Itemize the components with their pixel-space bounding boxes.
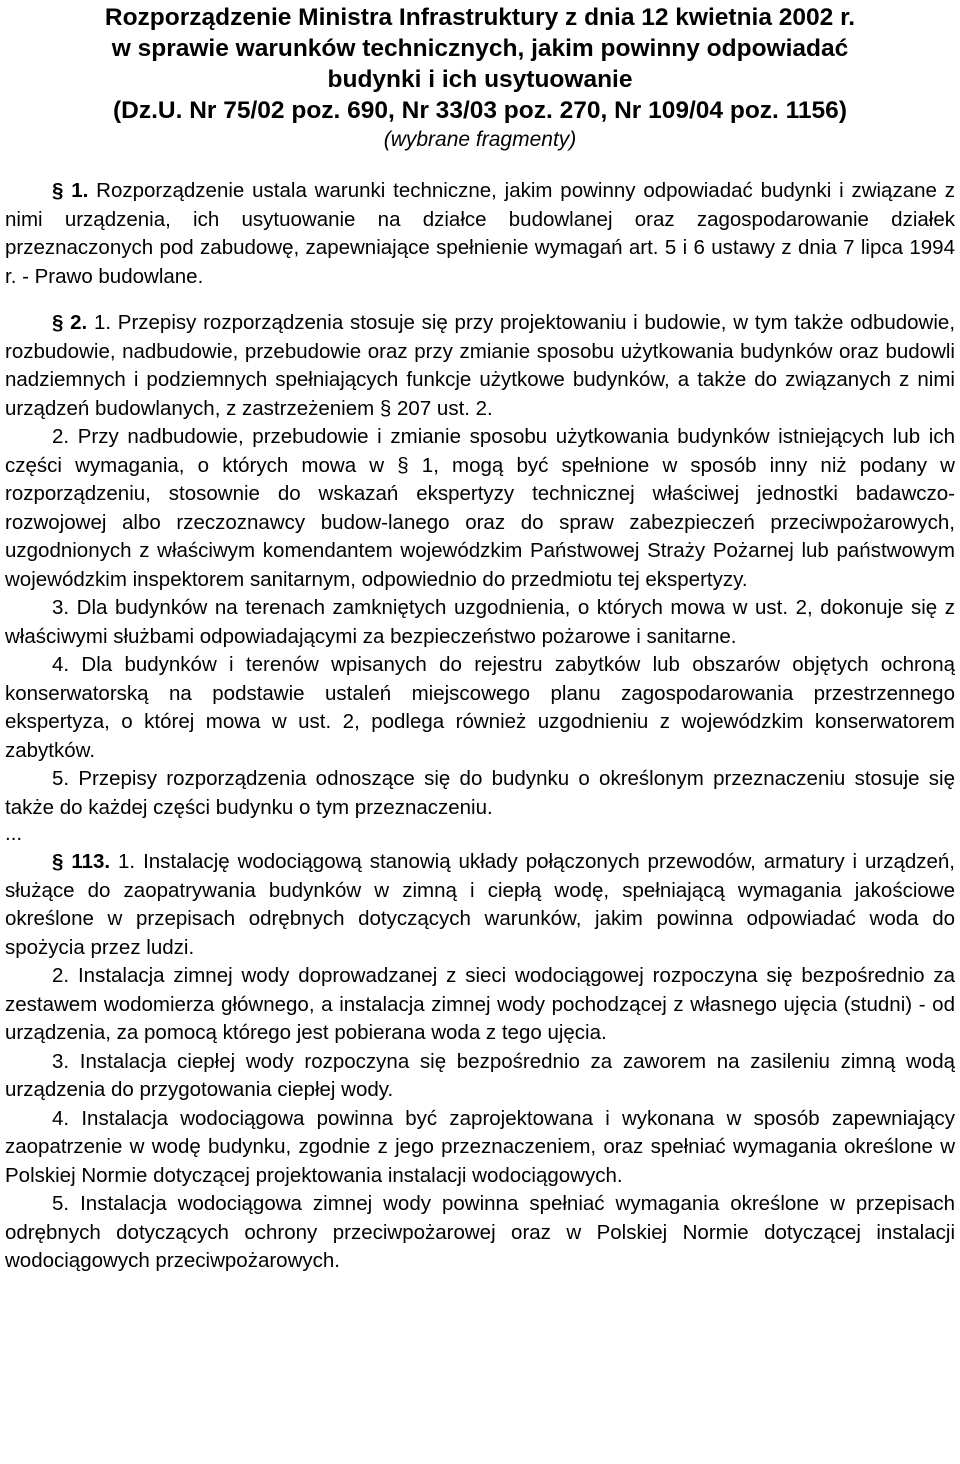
paragraph-text: Instalacja zimnej wody doprowadzanej z sieci wodociągowej rozpoczyna się bezpośrednio za zestawem wodomierza głównego, a instalacja zimnej wody pochodzącej z własnego ujęcia (studni) - od urządzenia, za pomocą którego jest pobierana woda z tego ujęcia. [5,964,956,1044]
paragraph-text: Instalacja wodociągowa zimnej wody powinna spełniać wymagania określone w przepisach odrębnych dotyczących ochrony przeciwpożarowej oraz w Polskiej Normie dotyczącej instalacji wodociągowych przeciwpożarowych. [5,1192,956,1272]
paragraph-text: Instalację wodociągową stanowią układy połączonych przewodów, armatury i urządzeń, służące do zaopatrywania budynków w zimną i ciepłą wodę, spełniającą wymagania jakościowe określone w przepisach odrębnych dotyczących warunków, jakim powinna odpowiadać woda do spożycia przez ludzi. [5,850,956,959]
section-sign: § [379,396,392,420]
paragraph-s113-3 [5,1048,955,1105]
omission-ellipsis: ... [5,822,23,845]
paragraph-s2-4 [5,651,955,765]
paragraph-text: Instalacja wodociągowa powinna być zaprojektowana i wykonana w sposób zapewniający zaopatrzenie w wodę budynku, zgodnie z jego przeznaczeniem, oraz spełniać wymagania określone w Polskiej Normie dotyczącej projektowania instalacji wodociągowych. [5,1106,955,1187]
paragraph-s2-2 [5,423,955,594]
paragraph-text: Dla budynków i terenów wpisanych do rejestru zabytków lub obszarów objętych ochroną konserwatorską na podstawie ustaleń miejscowego planu zagospodarowania przestrzennego ekspertyza, o której mowa w ust. 2, podlega również uzgodnieniu z wojewódzkim konserwatorem zabytków. [5,653,955,762]
subparagraph-number: 3. [52,596,70,619]
section-sign: § [52,179,64,202]
paragraph-text-b: 1, mogą być spełnione w sposób inny niż podany w rozporządzeniu, stosownie do wskazań ekspertyzy technicznej właściwej jednostki badawczo-rozwojowej albo rzeczoznawcy budow-lanego oraz do spraw zabezpieczeń przeciwpożarowych, uzgodnionych z właściwym komendantem wojewódzkim Państwowej Straży Pożarnej lub państwowym wojewódzkim inspektorem sanitarnym, odpowiednio do przedmiotu tej ekspertyzy. [5,453,955,591]
paragraph-number: 113. [71,850,111,873]
title-line-3: budynki i ich usytuowanie [327,66,633,93]
title-line-1: Rozporządzenie Ministra Infrastruktury z dnia 12 kwietnia 2002 r. [104,4,856,31]
paragraph-text: Przepisy rozporządzenia stosuje się przy projektowaniu i budowie, w tym także odbudowie, rozbudowie, nadbudowie, przebudowie oraz przy zmianie sposobu użytkowania budynków oraz budowli nadziemnych i podziemnych spełniających funkcje użytkowe budynków, a także do związanych z nimi urządzeń budowlanych, z zastrzeżeniem [5,311,956,420]
paragraph-text: Przepisy rozporządzenia odnoszące się do budynku o określonym przeznaczeniu stosuje się także do każdej części budynku o tym przeznaczeniu. [5,767,955,819]
paragraph-number: 2. [70,311,88,334]
paragraph-s113-5 [5,1190,955,1276]
section-sign: § [52,850,64,873]
subparagraph-number: 2. [52,425,70,448]
subparagraph-number: 5. [52,1192,70,1215]
subparagraph-number: 5. [52,767,70,790]
paragraph-s113-2 [5,962,955,1048]
paragraph-text: Instalacja ciepłej wody rozpoczyna się bezpośrednio za zaworem na zasileniu zimną wodą urządzenia do przygotowania ciepłej wody. [5,1049,955,1101]
subparagraph-number: 3. [52,1049,70,1073]
paragraph-text: Rozporządzenie ustala warunki techniczne, jakim powinny odpowiadać budynki i związane z nimi urządzenia, ich usytuowanie na działce budowlanej oraz zagospodarowanie działek przeznaczonych pod zabudowę, zapewniające spełnienie wymagań art. 5 i 6 ustawy z dnia 7 lipca 1994 r. - Prawo budowlane. [5,179,955,288]
paragraph-s2-1 [5,309,955,423]
section-sign: § [52,311,64,334]
subparagraph-number: 4. [52,1106,70,1130]
title-line-4: (Dz.U. Nr 75/02 poz. 690, Nr 33/03 poz. 270, Nr 109/04 poz. 1156) [113,97,847,124]
paragraph-text: Dla budynków na terenach zamkniętych uzgodnienia, o których mowa w ust. 2, dokonuje się z właściwymi służbami odpowiadającymi za bezpieczeństwo pożarowe i sanitarne. [5,596,955,648]
document-title [5,0,955,126]
paragraph-text-a: Przy nadbudowie, przebudowie i zmianie sposobu użytkowania budynków istniejących lub ich części wymagania, o których mowa w [5,425,955,477]
paragraph-s2-5 [5,765,955,822]
paragraph-number: 1. [71,179,89,202]
subparagraph-number: 4. [52,653,70,676]
title-line-2: w sprawie warunków technicznych, jakim powinny odpowiadać [111,35,849,62]
subparagraph-number: 2. [52,964,70,987]
paragraph-s113-4 [5,1105,955,1191]
subparagraph-number: 1. [118,850,136,873]
paragraph-s1 [5,177,955,291]
document-subtitle: (wybrane fragmenty) [383,128,577,151]
paragraph-s2-3 [5,594,955,651]
paragraph-s113-1 [5,848,955,962]
subparagraph-number: 1. [93,311,112,334]
section-sign: § [397,453,409,477]
paragraph-reference: 207 ust. 2. [397,396,493,420]
